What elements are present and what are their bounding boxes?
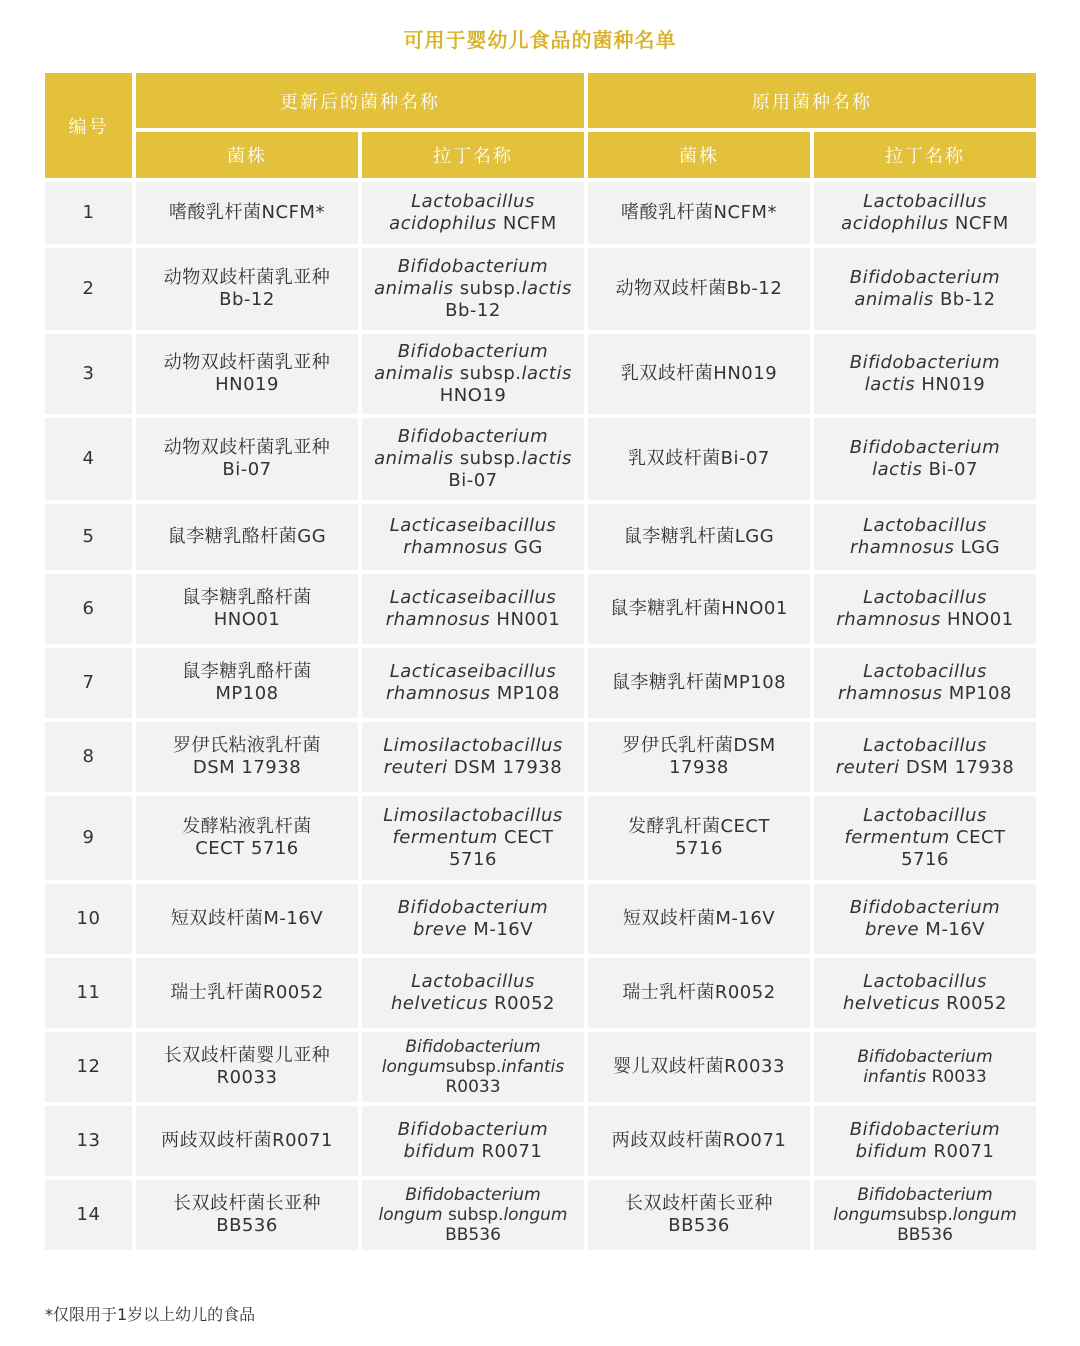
original-latin-name [814, 334, 1036, 414]
updated-latin-name [362, 648, 584, 718]
latin-plain-text: CECT 5716 [449, 827, 554, 870]
row-number: 12 [45, 1032, 132, 1102]
original-strain-name [588, 958, 810, 1028]
original-strain-name [588, 574, 810, 644]
page-title: 可用于婴幼儿食品的菌种名单 [403, 28, 677, 52]
row-number: 9 [45, 796, 132, 880]
latin-line [366, 363, 580, 385]
updated-strain-name-line: MP108 [215, 683, 279, 704]
original-strain-name-line: 17938 [669, 757, 729, 778]
footnote: *仅限用于1岁以上幼儿的食品 [45, 1305, 256, 1324]
latin-line [818, 897, 1032, 919]
latin-italic-text: bifidum [855, 1141, 928, 1162]
strain-table [41, 69, 1040, 1254]
updated-strain-name-line: 动物双歧杆菌乳亚种 [163, 437, 331, 458]
original-latin-name [814, 248, 1036, 330]
latin-italic-text: Lactobacillus [411, 971, 535, 992]
latin-italic-text: breve [864, 919, 920, 940]
latin-line [818, 587, 1032, 609]
latin-line [366, 1205, 580, 1225]
latin-plain-text: HNO19 [439, 385, 507, 406]
original-strain-name [588, 722, 810, 792]
updated-latin-name [362, 722, 584, 792]
latin-line [366, 515, 580, 537]
latin-line [366, 1119, 580, 1141]
header-new-strain: 菌株 [136, 132, 358, 178]
header-original-names: 原用菌种名称 [588, 73, 1036, 128]
updated-strain-name [136, 418, 358, 500]
original-strain-name-line: 鼠李糖乳杆菌HNO01 [610, 598, 788, 619]
latin-plain-text: subsp. [897, 1205, 953, 1225]
updated-strain-name [136, 1032, 358, 1102]
original-latin-name [814, 1032, 1036, 1102]
row-number: 14 [45, 1180, 132, 1250]
latin-line [366, 757, 580, 779]
original-latin-name [814, 648, 1036, 718]
updated-latin-name [362, 248, 584, 330]
latin-italic-text: Lactobacillus [863, 735, 987, 756]
latin-line [366, 341, 580, 363]
updated-latin-name [362, 884, 584, 954]
table-row [45, 504, 1036, 570]
latin-plain-text: Bi-07 [448, 470, 498, 491]
latin-line [818, 437, 1032, 459]
original-strain-name-line: 乳双歧杆菌Bi-07 [628, 448, 770, 469]
latin-italic-text: rhamnosus [838, 683, 943, 704]
latin-plain-text: NCFM [496, 213, 557, 234]
updated-strain-name-line: 动物双歧杆菌乳亚种 [163, 267, 331, 288]
latin-line [366, 971, 580, 993]
latin-italic-text: Bifidobacterium [397, 897, 549, 918]
original-strain-name-line: 长双歧杆菌长亚种 [625, 1193, 773, 1214]
latin-line [366, 278, 580, 300]
latin-line [366, 587, 580, 609]
latin-plain-text: DSM 17938 [447, 757, 563, 778]
original-strain-name-line: BB536 [668, 1215, 730, 1236]
latin-plain-text: NCFM [948, 213, 1009, 234]
latin-line [818, 609, 1032, 631]
latin-line [366, 661, 580, 683]
updated-latin-name [362, 334, 584, 414]
latin-italic-text: lactis [521, 448, 572, 469]
header-number: 编号 [45, 73, 132, 178]
updated-latin-name [362, 958, 584, 1028]
latin-plain-text: MP108 [490, 683, 560, 704]
latin-italic-text: rhamnosus [386, 683, 491, 704]
latin-italic-text: Bifidobacterium [397, 256, 549, 277]
latin-italic-text: Bifidobacterium [849, 1119, 1001, 1140]
original-strain-name [588, 418, 810, 500]
original-strain-name [588, 248, 810, 330]
latin-italic-text: Bifidobacterium [849, 267, 1001, 288]
table-row [45, 722, 1036, 792]
updated-latin-name [362, 1106, 584, 1176]
header-old-strain: 菌株 [588, 132, 810, 178]
latin-plain-text: Bi-07 [922, 459, 978, 480]
latin-italic-text: Lactobacillus [863, 661, 987, 682]
latin-italic-text: Lactobacillus [863, 805, 987, 826]
latin-italic-text: Bifidobacterium [405, 1037, 541, 1057]
latin-italic-text: reuteri [835, 757, 900, 778]
latin-line [366, 1037, 580, 1057]
row-number: 8 [45, 722, 132, 792]
latin-line [366, 1077, 580, 1097]
original-strain-name [588, 1180, 810, 1250]
latin-line [366, 683, 580, 705]
latin-plain-text: DSM 17938 [899, 757, 1015, 778]
latin-italic-text: lactis [521, 278, 572, 299]
latin-italic-text: longum [952, 1205, 1017, 1225]
original-strain-name-line: 婴儿双歧杆菌R0033 [613, 1056, 785, 1077]
updated-strain-name-line: R0033 [216, 1067, 278, 1088]
row-number: 11 [45, 958, 132, 1028]
updated-latin-name [362, 504, 584, 570]
latin-plain-text: LGG [954, 537, 1001, 558]
updated-strain-name-line: 动物双歧杆菌乳亚种 [163, 352, 331, 373]
original-strain-name [588, 334, 810, 414]
row-number: 1 [45, 182, 132, 244]
original-strain-name [588, 182, 810, 244]
updated-strain-name [136, 248, 358, 330]
updated-strain-name-line: DSM 17938 [192, 757, 302, 778]
original-strain-name [588, 884, 810, 954]
latin-plain-text: CECT [949, 827, 1006, 848]
original-strain-name-line: 5716 [675, 838, 723, 859]
latin-line [366, 256, 580, 278]
updated-strain-name-line: 两歧双歧杆菌R0071 [161, 1130, 333, 1151]
updated-latin-name [362, 182, 584, 244]
latin-italic-text: lactis [864, 374, 916, 395]
latin-italic-text: animalis [854, 289, 934, 310]
latin-line [818, 683, 1032, 705]
latin-line [818, 1119, 1032, 1141]
header-old-latin: 拉丁名称 [814, 132, 1036, 178]
updated-strain-name-line: CECT 5716 [195, 838, 299, 859]
latin-italic-text: Bifidobacterium [857, 1047, 993, 1067]
latin-plain-text: R0052 [487, 993, 555, 1014]
latin-italic-text: rhamnosus [385, 609, 491, 630]
table-row [45, 182, 1036, 244]
updated-strain-name [136, 334, 358, 414]
latin-plain-text: subsp. [453, 363, 522, 384]
updated-latin-name [362, 574, 584, 644]
table-row [45, 1106, 1036, 1176]
row-number: 5 [45, 504, 132, 570]
latin-line [818, 919, 1032, 941]
latin-plain-text: R0071 [927, 1141, 995, 1162]
original-strain-name-line: 鼠李糖乳杆菌MP108 [611, 672, 787, 693]
latin-plain-text: R0052 [939, 993, 1007, 1014]
original-strain-name-line: 动物双歧杆菌Bb-12 [615, 278, 783, 299]
latin-italic-text: Limosilactobacillus [383, 805, 563, 826]
table-row [45, 884, 1036, 954]
latin-line [366, 385, 580, 407]
latin-plain-text: subsp. [442, 1205, 504, 1225]
latin-line [818, 661, 1032, 683]
latin-italic-text: longum [833, 1205, 898, 1225]
row-number: 10 [45, 884, 132, 954]
latin-italic-text: rhamnosus [403, 537, 508, 558]
latin-italic-text: Lacticaseibacillus [389, 515, 557, 536]
latin-italic-text: breve [412, 919, 468, 940]
original-latin-name [814, 1106, 1036, 1176]
row-number: 2 [45, 248, 132, 330]
original-strain-name-line: 发酵乳杆菌CECT [627, 816, 770, 837]
latin-plain-text: GG [507, 537, 543, 558]
latin-line [818, 827, 1032, 849]
latin-italic-text: Bifidobacterium [397, 341, 549, 362]
latin-italic-text: rhamnosus [849, 537, 955, 558]
latin-italic-text: Lactobacillus [863, 971, 987, 992]
table-row [45, 648, 1036, 718]
updated-strain-name-line: Bb-12 [219, 289, 275, 310]
latin-italic-text: fermentum [844, 827, 950, 848]
latin-line [366, 993, 580, 1015]
table-row [45, 796, 1036, 880]
updated-strain-name-line: 鼠李糖乳酪杆菌 [182, 661, 312, 682]
latin-italic-text: acidophilus [841, 213, 949, 234]
latin-italic-text: Lacticaseibacillus [389, 661, 557, 682]
latin-line [818, 757, 1032, 779]
table-row [45, 334, 1036, 414]
latin-italic-text: Limosilactobacillus [383, 735, 563, 756]
updated-strain-name-line: 短双歧杆菌M-16V [170, 908, 324, 929]
latin-italic-text: Lactobacillus [863, 515, 987, 536]
updated-strain-name-line: 发酵粘液乳杆菌 [182, 816, 312, 837]
latin-italic-text: animalis [374, 278, 454, 299]
updated-strain-name [136, 1106, 358, 1176]
latin-plain-text: MP108 [942, 683, 1012, 704]
latin-line [818, 537, 1032, 559]
updated-strain-name-line: HN019 [215, 374, 279, 395]
table-row [45, 418, 1036, 500]
latin-italic-text: Bifidobacterium [849, 437, 1001, 458]
original-latin-name [814, 796, 1036, 880]
original-strain-name-line: 鼠李糖乳杆菌LGG [623, 526, 775, 547]
original-strain-name-line: 短双歧杆菌M-16V [622, 908, 776, 929]
updated-strain-name-line: BB536 [216, 1215, 278, 1236]
original-strain-name [588, 796, 810, 880]
latin-plain-text: BB536 [445, 1225, 501, 1245]
latin-line [366, 1185, 580, 1205]
updated-latin-name [362, 1032, 584, 1102]
updated-strain-name-line: 瑞士乳杆菌R0052 [170, 982, 324, 1003]
latin-line [818, 459, 1032, 481]
latin-line [818, 1047, 1032, 1067]
latin-plain-text: Bb-12 [445, 300, 501, 321]
latin-line [366, 897, 580, 919]
table-row [45, 248, 1036, 330]
latin-italic-text: longum [381, 1057, 446, 1077]
latin-line [366, 805, 580, 827]
latin-italic-text: Lactobacillus [863, 587, 987, 608]
updated-strain-name [136, 574, 358, 644]
latin-line [366, 1141, 580, 1163]
latin-line [366, 213, 580, 235]
original-strain-name-line: 乳双歧杆菌HN019 [620, 363, 778, 384]
latin-italic-text: Bifidobacterium [849, 897, 1001, 918]
latin-line [818, 515, 1032, 537]
updated-strain-name [136, 1180, 358, 1250]
updated-strain-name [136, 722, 358, 792]
latin-italic-text: Lactobacillus [863, 191, 987, 212]
latin-plain-text: Bb-12 [933, 289, 996, 310]
latin-plain-text: M-16V [919, 919, 986, 940]
original-strain-name-line: 嗜酸乳杆菌NCFM* [621, 202, 777, 223]
original-latin-name [814, 182, 1036, 244]
updated-strain-name-line: 鼠李糖乳酪杆菌GG [167, 526, 327, 547]
latin-line [366, 300, 580, 322]
updated-strain-name [136, 504, 358, 570]
latin-line [366, 448, 580, 470]
original-strain-name [588, 648, 810, 718]
latin-plain-text: subsp. [453, 448, 522, 469]
original-latin-name [814, 504, 1036, 570]
original-latin-name [814, 1180, 1036, 1250]
latin-italic-text: acidophilus [389, 213, 497, 234]
latin-italic-text: Lactobacillus [411, 191, 535, 212]
updated-strain-name-line: 长双歧杆菌长亚种 [173, 1193, 321, 1214]
latin-line [818, 971, 1032, 993]
latin-line [818, 993, 1032, 1015]
latin-line [818, 289, 1032, 311]
original-strain-name-line: 两歧双歧杆菌RO071 [611, 1130, 787, 1151]
latin-italic-text: Bifidobacterium [405, 1185, 541, 1205]
original-latin-name [814, 418, 1036, 500]
latin-line [818, 1067, 1032, 1087]
original-strain-name [588, 1106, 810, 1176]
latin-line [818, 213, 1032, 235]
latin-italic-text: lactis [521, 363, 572, 384]
latin-plain-text: HNO01 [940, 609, 1014, 630]
updated-strain-name-line: 鼠李糖乳酪杆菌 [182, 587, 312, 608]
latin-plain-text: R0033 [445, 1077, 501, 1097]
latin-italic-text: fermentum [392, 827, 498, 848]
latin-plain-text: HN019 [915, 374, 986, 395]
row-number: 13 [45, 1106, 132, 1176]
table-row [45, 1032, 1036, 1102]
updated-latin-name [362, 418, 584, 500]
header-new-latin: 拉丁名称 [362, 132, 584, 178]
row-number: 3 [45, 334, 132, 414]
original-latin-name [814, 884, 1036, 954]
latin-plain-text: M-16V [467, 919, 534, 940]
table-body [45, 182, 1036, 1250]
latin-italic-text: Bifidobacterium [397, 426, 549, 447]
latin-italic-text: Lacticaseibacillus [389, 587, 557, 608]
updated-strain-name [136, 182, 358, 244]
latin-line [366, 191, 580, 213]
latin-line [818, 1141, 1032, 1163]
original-strain-name-line: 罗伊氏乳杆菌DSM [622, 735, 776, 756]
original-latin-name [814, 958, 1036, 1028]
latin-plain-text: R0071 [475, 1141, 543, 1162]
latin-plain-text: subsp. [453, 278, 522, 299]
latin-italic-text: animalis [374, 363, 454, 384]
latin-plain-text: subsp. [445, 1057, 502, 1077]
latin-line [818, 1225, 1032, 1245]
latin-italic-text: helveticus [843, 993, 940, 1014]
latin-italic-text: helveticus [391, 993, 488, 1014]
updated-strain-name-line: Bi-07 [222, 459, 272, 480]
latin-line [818, 1205, 1032, 1225]
original-latin-name [814, 574, 1036, 644]
updated-strain-name [136, 884, 358, 954]
latin-line [366, 426, 580, 448]
latin-line [818, 352, 1032, 374]
updated-latin-name [362, 796, 584, 880]
latin-italic-text: longum [503, 1205, 568, 1225]
latin-italic-text: lactis [872, 459, 923, 480]
latin-plain-text: R0033 [926, 1067, 987, 1087]
updated-strain-name-line: 罗伊氏粘液乳杆菌 [173, 735, 321, 756]
latin-line [366, 609, 580, 631]
table-row [45, 958, 1036, 1028]
latin-line [366, 470, 580, 492]
latin-plain-text: BB536 [897, 1225, 953, 1245]
updated-latin-name [362, 1180, 584, 1250]
updated-strain-name [136, 796, 358, 880]
latin-line [818, 374, 1032, 396]
table-row [45, 1180, 1036, 1250]
latin-line [366, 827, 580, 871]
latin-italic-text: reuteri [383, 757, 448, 778]
updated-strain-name-line: 长双歧杆菌婴儿亚种 [163, 1045, 331, 1066]
latin-italic-text: animalis [374, 448, 454, 469]
latin-line [366, 735, 580, 757]
latin-line [366, 1225, 580, 1245]
latin-line [366, 537, 580, 559]
original-strain-name-line: 瑞士乳杆菌R0052 [622, 982, 776, 1003]
latin-italic-text: longum [378, 1205, 443, 1225]
updated-strain-name-line: HNO01 [213, 609, 281, 630]
latin-line [818, 805, 1032, 827]
header-updated-names: 更新后的菌种名称 [136, 73, 584, 128]
updated-strain-name [136, 958, 358, 1028]
latin-line [818, 735, 1032, 757]
original-strain-name [588, 504, 810, 570]
original-latin-name [814, 722, 1036, 792]
latin-plain-text: 5716 [901, 849, 949, 870]
latin-line [818, 191, 1032, 213]
original-strain-name [588, 1032, 810, 1102]
latin-italic-text: rhamnosus [836, 609, 941, 630]
latin-italic-text: Bifidobacterium [849, 352, 1001, 373]
updated-strain-name [136, 648, 358, 718]
latin-line [366, 919, 580, 941]
latin-plain-text: HN001 [490, 609, 561, 630]
table-row [45, 574, 1036, 644]
latin-italic-text: infantis [501, 1057, 565, 1077]
latin-line [818, 1185, 1032, 1205]
latin-italic-text: Bifidobacterium [397, 1119, 549, 1140]
latin-italic-text: bifidum [403, 1141, 476, 1162]
updated-strain-name-line: 嗜酸乳杆菌NCFM* [169, 202, 325, 223]
latin-italic-text: infantis [863, 1067, 927, 1087]
latin-italic-text: Bifidobacterium [857, 1185, 993, 1205]
row-number: 6 [45, 574, 132, 644]
row-number: 4 [45, 418, 132, 500]
latin-line [366, 1057, 580, 1077]
row-number: 7 [45, 648, 132, 718]
latin-line [818, 267, 1032, 289]
latin-line [818, 849, 1032, 871]
